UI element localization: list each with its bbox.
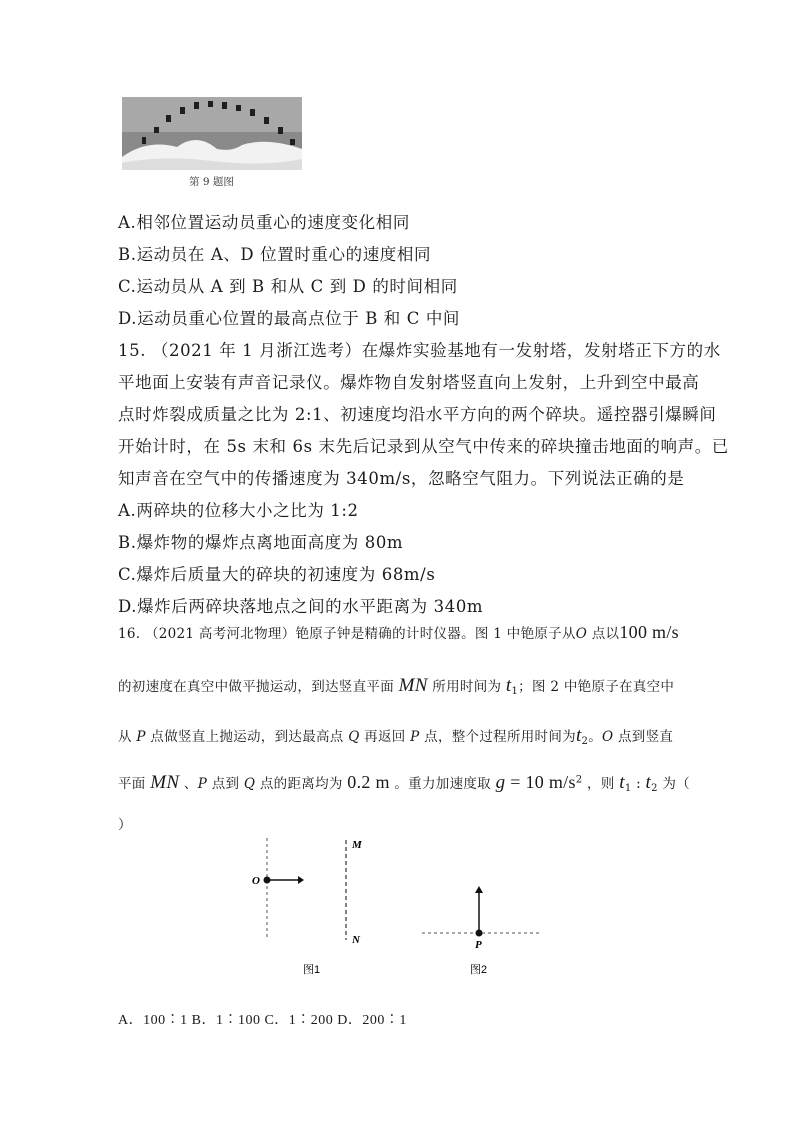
q15-line-4: 开始计时，在 5s 末和 6s 末先后记录到从空气中传来的碎块撞击地面的响声。已 [118, 437, 729, 456]
q15-option-b: B.爆炸物的爆炸点离地面高度为 80m [118, 533, 404, 552]
q15-option-a: A.两碎块的位移大小之比为 1:2 [118, 501, 359, 520]
atom-p-dot [476, 930, 483, 937]
q14-option-b: B.运动员在 A、D 位置时重心的速度相同 [118, 245, 432, 264]
q15-line-2: 平地面上安装有声音记录仪。爆炸物自发射塔竖直向上发射，上升到空中最高 [118, 373, 700, 392]
velocity-arrowhead [298, 876, 304, 884]
figure9-caption: 第 9 题图 [189, 176, 234, 188]
ski-jump-photo [122, 97, 302, 170]
fig1-caption: 图1 [303, 964, 321, 976]
label-p: P [475, 939, 482, 951]
upward-arrowhead [475, 886, 483, 893]
q15-option-d: D.爆炸后两碎块落地点之间的水平距离为 340m [118, 597, 484, 616]
q16-line-3: 从 P 点做竖直上抛运动，到达最高点 Q 再返回 P 点，整个过程所用时间为$t_2$。O 点到竖直 [118, 725, 674, 747]
q16-line-1: 16. （2021 高考河北物理）铯原子钟是精确的计时仪器。图 1 中铯原子从O 点以100 m/s [118, 622, 679, 642]
q15-line-5: 知声音在空气中的传播速度为 340m/s，忽略空气阻力。下列说法正确的是 [118, 469, 685, 488]
q14-option-c: C.运动员从 A 到 B 和从 C 到 D 的时间相同 [118, 277, 458, 296]
q16-line-5: ） [118, 817, 132, 833]
q16-options: A．100∶1 B．1∶100 C．1∶200 D．200∶1 [118, 1013, 407, 1028]
label-m: M [352, 839, 362, 851]
q16-line-2: 的初速度在真空中做平抛运动，到达竖直平面 MN 所用时间为 $t_1$；图 2 中铯原子在真空中 [118, 675, 675, 697]
q16-figures [240, 835, 560, 985]
atom-o-dot [264, 877, 271, 884]
q14-option-a: A.相邻位置运动员重心的速度变化相同 [118, 213, 410, 232]
q16-line-4: 平面 MN 、P 点到 Q 点的距离均为 0.2 m 。重力加速度取 g = 10 $m/s^2$ ，则 $t_1$ : $t_2$ 为（ [118, 772, 690, 794]
q15-line-1: 15. （2021 年 1 月浙江选考）在爆炸实验基地有一发射塔，发射塔正下方的水 [118, 341, 721, 360]
q15-line-3: 点时炸裂成质量之比为 2:1、初速度均沿水平方向的两个碎块。遥控器引爆瞬间 [118, 405, 717, 424]
q15-option-c: C.爆炸后质量大的碎块的初速度为 68m/s [118, 565, 436, 584]
label-o: O [252, 875, 260, 887]
fig2-caption: 图2 [470, 964, 488, 976]
label-n: N [352, 934, 360, 946]
q14-option-d: D.运动员重心位置的最高点位于 B 和 C 中间 [118, 309, 461, 328]
